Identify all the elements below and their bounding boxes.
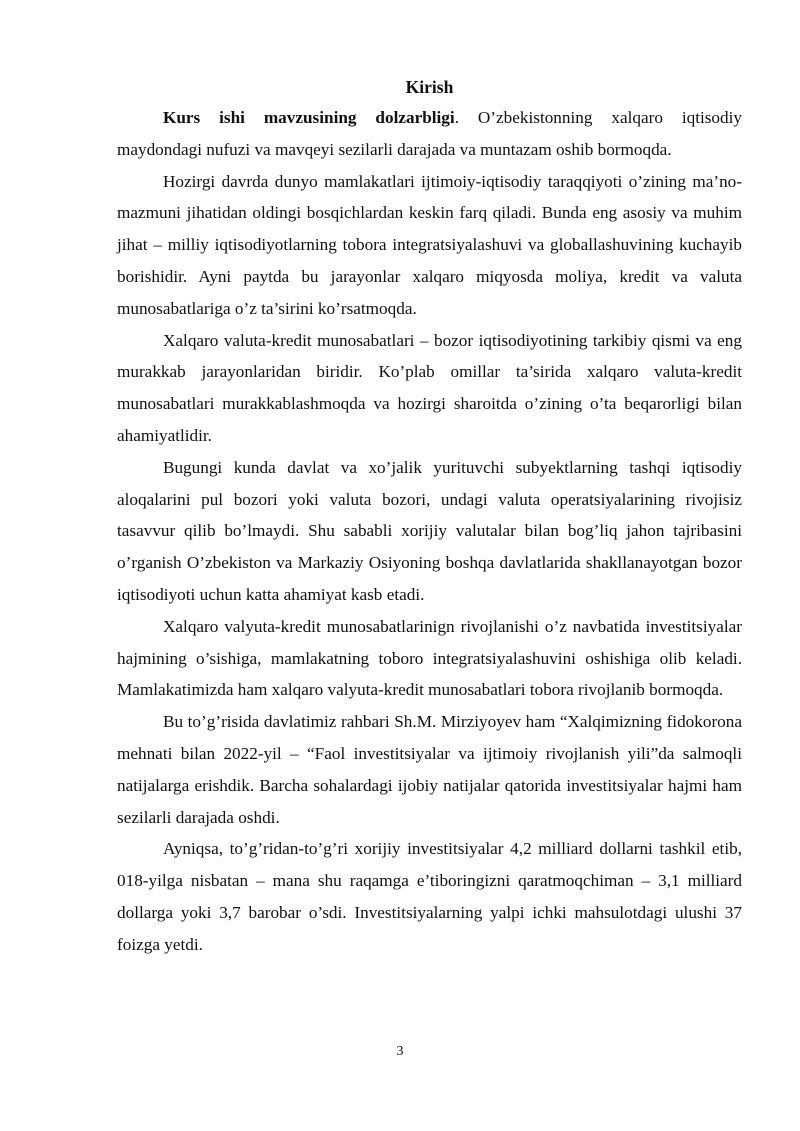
paragraph-relevance [117,102,742,166]
paragraph-body: Hozirgi davrda dunyo mamlakatlari ijtimoiy-iqtisodiy taraqqiyoti o’zining ma’no-mazmuni jihatidan oldingi bosqichlardan keskin farq qiladi. Bunda eng asosiy va muhim jihat – milliy iqtisodiyotlarning tobora integratsiyalashuvi va globallashuvining kuchayib borishidir. Ayni paytda bu jarayonlar xalqaro miqyosda moliya, kredit va valuta munosabatlariga o’z ta’sirini ko’rsatmoqda. [117,171,742,318]
paragraph-text: . O’zbekistonning xalqaro iqtisodiy maydondagi nufuzi va mavqeyi sezilarli darajada va muntazam oshib bormoqda. [117,108,742,159]
paragraph-body: Ayniqsa, to’g’ridan-to’g’ri xorijiy investitsiyalar 4,2 milliard dollarni tashkil etib, 018-yilga nisbatan – mana shu raqamga e’tiboringizni qaratmoqchiman – 3,1 milliard dollarga yoki 3,7 barobar o’sdi. Investitsiyalarning yalpi ichki mahsulotdagi ulushi 37 foizga yetdi. [117,839,742,954]
paragraph-body: Xalqaro valyuta-kredit munosabatlarinign rivojlanishi o’z navbatida investitsiyalar hajmining o’sishiga, mamlakatning toboro integratsiyalashuvini oshishiga olib keladi. Mamlakatimizda ham xalqaro valyuta-kredit munosabatlari tobora rivojlanib bormoqda. [117,616,742,700]
paragraph-body: Bugungi kunda davlat va xo’jalik yurituvchi subyektlarning tashqi iqtisodiy aloqalarini pul bozori yoki valuta bozori, undagi valuta operatsiyalarining rivojisiz tasavvur qilib bo’lmaydi. Shu sababli xorijiy valutalar bilan bog’liq jahon tajribasini o’rganish O’zbekiston va Markaziy Osiyoning boshqa davlatlarida shakllanayotgan bozor iqtisodiyoti uchun katta ahamiyat kasb etadi. [117,457,742,604]
paragraph-body: Xalqaro valuta-kredit munosabatlari – bozor iqtisodiyotining tarkibiy qismi va eng murakkab jarayonlaridan biridir. Ko’plab omillar ta’sirida xalqaro valuta-kredit munosabatlari murakkablashmoqda va hozirgi sharoitda o’zining o’ta beqarorligi bilan ahamiyatlidir. [117,330,742,445]
paragraph-body: Bu to’g’risida davlatimiz rahbari Sh.M. Mirziyoyev ham “Xalqimizning fidokorona mehnati bilan 2022-yil – “Faol investitsiyalar va ijtimoiy rivojlanish yili”da salmoqli natijalarga erishdik. Barcha sohalardagi ijobiy natijalar qatorida investitsiyalar hajmi ham sezilarli darajada oshdi. [117,712,742,827]
paragraph-lead-bold: Kurs ishi mavzusining dolzarbligi [163,108,455,127]
page-number: 3 [396,1044,404,1059]
section-heading: Kirish [405,77,454,97]
document-page [117,72,742,961]
